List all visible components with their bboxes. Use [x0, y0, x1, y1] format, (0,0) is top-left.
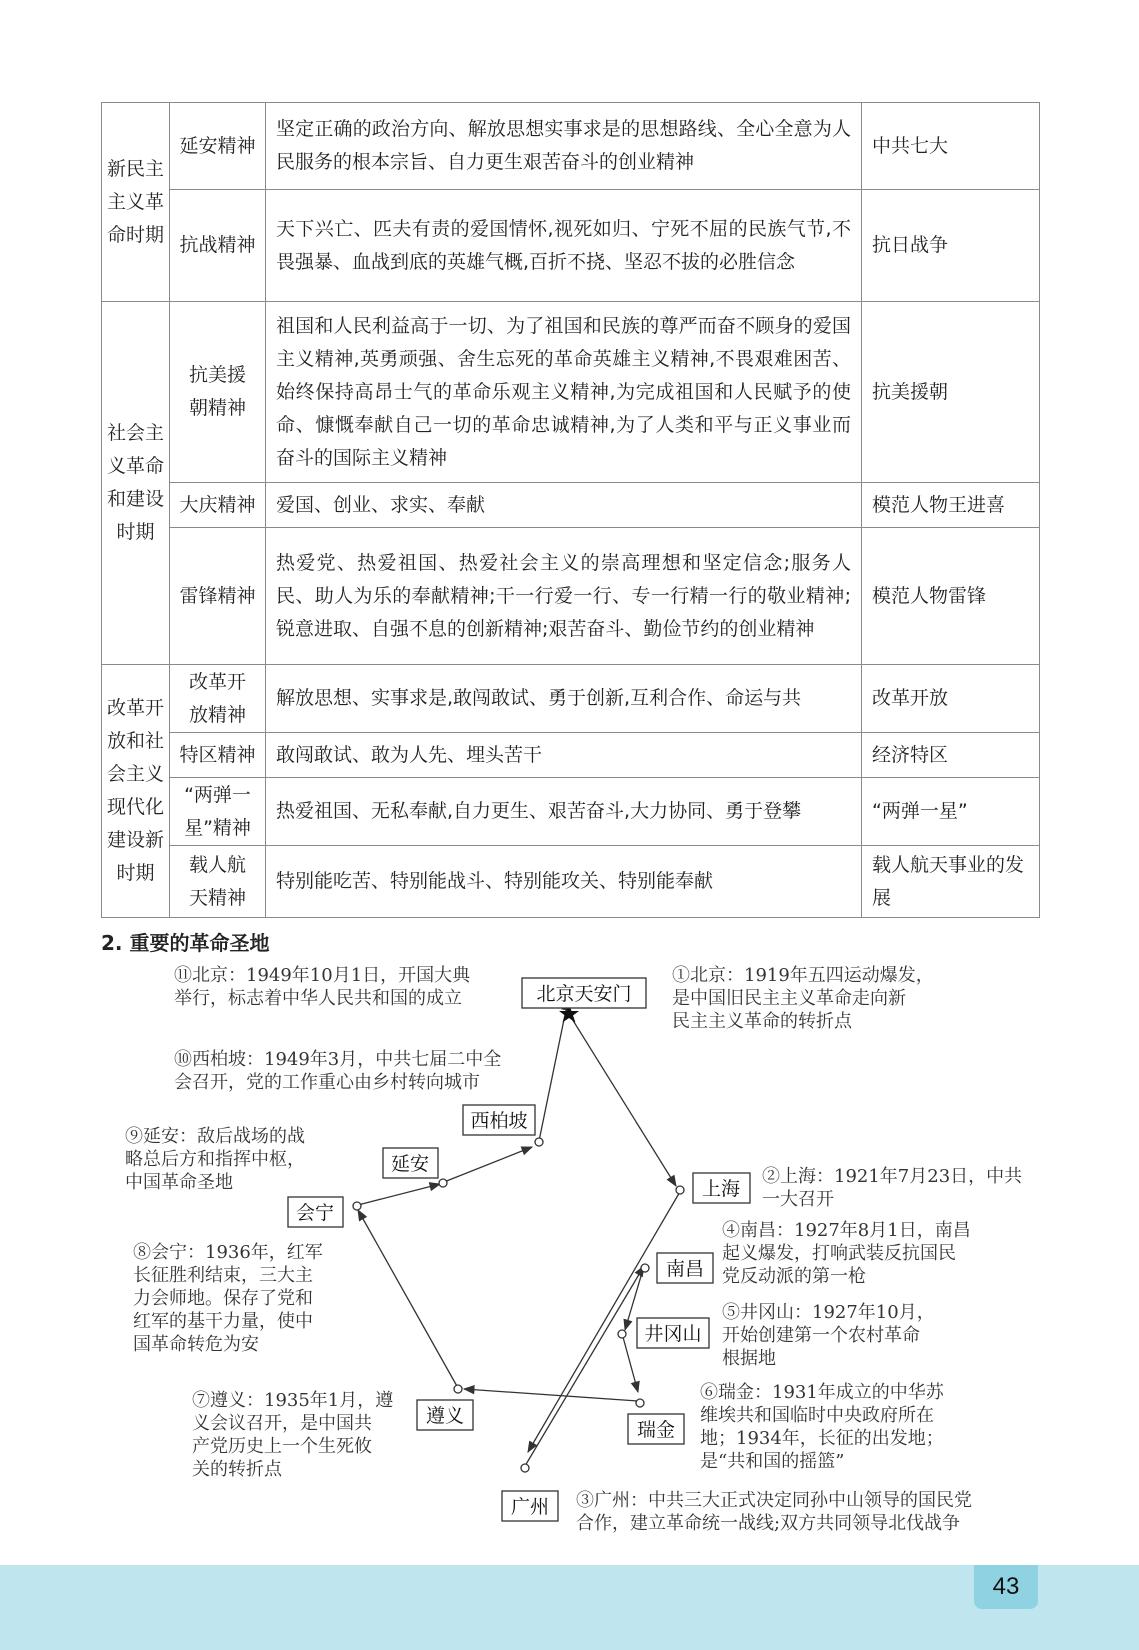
- page-number: 43: [974, 1565, 1038, 1609]
- period-cell: 新民主主义革命时期: [102, 103, 170, 302]
- spirit-event: 载人航天事业的发展: [862, 846, 1040, 918]
- spirit-name: 抗美援朝精神: [170, 302, 266, 483]
- note-xibaipo: [174, 1048, 501, 1093]
- site-ruijin: 瑞金: [636, 1419, 676, 1441]
- note-line: 起义爆发，打响武装反抗国民: [722, 1243, 956, 1264]
- note-line: 一大召开: [762, 1189, 834, 1210]
- note-line: ⑨延安：敌后战场的战: [125, 1126, 305, 1147]
- route-line: [623, 1337, 638, 1392]
- spirit-event: 改革开放: [862, 665, 1040, 733]
- note-zunyi: [192, 1389, 393, 1480]
- note-huining: [133, 1241, 323, 1355]
- note-line: ③广州：中共三大正式决定同孙中山领导的国民党: [576, 1490, 972, 1511]
- note-line: 义会议召开，是中国共: [192, 1413, 372, 1434]
- note-yanan: [125, 1126, 305, 1193]
- route-line: [444, 1147, 532, 1182]
- route-line: [358, 1184, 440, 1205]
- spirit-event: “两弹一星”: [862, 778, 1040, 846]
- spirit-name: “两弹一星”精神: [170, 778, 266, 846]
- site-dot: [454, 1385, 462, 1393]
- spirit-name: 延安精神: [170, 103, 266, 190]
- note-guangzhou: [576, 1490, 972, 1534]
- note-line: ②上海：1921年7月23日，中共: [762, 1166, 1023, 1187]
- spirit-content: 解放思想、实事求是,敢闯敢试、勇于创新,互利合作、命运与共: [266, 665, 862, 733]
- site-zunyi: 遵义: [425, 1405, 465, 1427]
- spirit-content: 热爱祖国、无私奉献,自力更生、艰苦奋斗,大力协同、勇于登攀: [266, 778, 862, 846]
- site-beijing: 北京天安门: [536, 983, 632, 1005]
- note-line: 略总后方和指挥中枢，: [125, 1149, 305, 1170]
- note-line: 产党历史上一个生死攸: [192, 1436, 372, 1457]
- note-ruijin: [700, 1381, 945, 1472]
- route-line: [569, 1014, 676, 1186]
- note-beijing-1949: [174, 964, 471, 1009]
- note-beijing-1919: [672, 964, 934, 1032]
- note-line: 维埃共和国临时中央政府所在: [700, 1405, 934, 1426]
- spirit-name: 抗战精神: [170, 190, 266, 302]
- spirit-event: 经济特区: [862, 733, 1040, 778]
- note-shanghai: [762, 1165, 1022, 1210]
- section-title: 2. 重要的革命圣地: [101, 931, 270, 955]
- note-line: 红军的基干力量，使中: [133, 1311, 313, 1332]
- spirit-event: 抗日战争: [862, 190, 1040, 302]
- note-line: 是“共和国的摇篮”: [700, 1451, 845, 1472]
- note-line: 力会师地。保存了党和: [133, 1288, 313, 1309]
- note-line: ⑤井冈山：1927年10月，: [722, 1302, 935, 1323]
- spirit-content: 特别能吃苦、特别能战斗、特别能攻关、特别能奉献: [266, 846, 862, 918]
- spirit-content: 坚定正确的政治方向、解放思想实事求是的思想路线、全心全意为人民服务的根本宗旨、自力更生艰苦奋斗的创业精神: [266, 103, 862, 190]
- spirit-content: 天下兴亡、匹夫有责的爱国情怀,视死如归、宁死不屈的民族气节,不畏强暴、血战到底的英雄气概,百折不挠、坚忍不拔的必胜信念: [266, 190, 862, 302]
- note-line: 举行，标志着中华人民共和国的成立: [174, 988, 462, 1009]
- route-line: [358, 1210, 458, 1388]
- route-line: [525, 1266, 644, 1466]
- site-yanan: 延安: [390, 1153, 430, 1175]
- note-jinggangshan: [722, 1301, 935, 1369]
- spirit-content: 爱国、创业、求实、奉献: [266, 483, 862, 528]
- site-nanchang: 南昌: [665, 1258, 705, 1280]
- note-line: ①北京：1919年五四运动爆发，: [672, 965, 934, 986]
- period-cell: 改革开放和社会主义现代化建设新时期: [102, 665, 170, 918]
- site-dot: [521, 1464, 529, 1472]
- note-line: 关的转折点: [192, 1459, 282, 1480]
- note-line: 民主主义革命的转折点: [672, 1011, 852, 1032]
- note-line: 长征胜利结束，三大主: [133, 1265, 313, 1286]
- spirit-event: 抗美援朝: [862, 302, 1040, 483]
- note-line: ⑩西柏坡：1949年3月，中共七届二中全: [174, 1049, 502, 1070]
- note-line: 根据地: [722, 1348, 776, 1369]
- note-nanchang: [722, 1219, 971, 1287]
- note-line: ⑦遵义：1935年1月，遵: [192, 1390, 394, 1411]
- spirit-name: 改革开放精神: [170, 665, 266, 733]
- note-line: ⑪北京：1949年10月1日，开国大典: [174, 965, 471, 986]
- spirit-name: 大庆精神: [170, 483, 266, 528]
- site-dot: [439, 1179, 447, 1187]
- spirit-name: 载人航天精神: [170, 846, 266, 918]
- site-dot: [353, 1202, 361, 1210]
- note-line: ④南昌：1927年8月1日，南昌: [722, 1220, 971, 1241]
- site-dot: [618, 1330, 626, 1338]
- note-line: ⑥瑞金：1931年成立的中华苏: [700, 1382, 944, 1403]
- site-dot: [636, 1399, 644, 1407]
- site-dot: [641, 1264, 649, 1272]
- spirit-content: 敢闯敢试、敢为人先、埋头苦干: [266, 733, 862, 778]
- spirit-name: 特区精神: [170, 733, 266, 778]
- site-dot: [676, 1186, 684, 1194]
- note-line: 开始创建第一个农村革命: [722, 1325, 920, 1346]
- site-guangzhou: 广州: [510, 1496, 550, 1518]
- route-line: [464, 1389, 638, 1401]
- note-line: 会召开，党的工作重心由乡村转向城市: [174, 1072, 480, 1093]
- spirit-event: 模范人物王进喜: [862, 483, 1040, 528]
- spirit-name: 雷锋精神: [170, 528, 266, 665]
- note-line: 是中国旧民主主义革命走向新: [672, 988, 906, 1009]
- note-line: 合作，建立革命统一战线;双方共同领导北伐战争: [576, 1513, 961, 1534]
- site-jinggangshan: 井冈山: [644, 1323, 702, 1345]
- site-notes: [125, 964, 1022, 1534]
- site-shanghai: 上海: [701, 1178, 741, 1200]
- spirit-event: 中共七大: [862, 103, 1040, 190]
- site-huining: 会宁: [295, 1202, 335, 1224]
- note-line: 中国革命圣地: [125, 1172, 233, 1193]
- site-dot: [535, 1138, 543, 1146]
- spirit-content: 热爱党、热爱祖国、热爱社会主义的崇高理想和坚定信念;服务人民、助人为乐的奉献精神;干一行爱一行、专一行精一行的敬业精神;锐意进取、自强不息的创新精神;艰苦奋斗、勤俭节约的创业精神: [266, 528, 862, 665]
- note-line: 国革命转危为安: [133, 1334, 259, 1355]
- period-cell: 社会主义革命和建设时期: [102, 302, 170, 665]
- note-line: 党反动派的第一枪: [722, 1266, 866, 1287]
- note-line: ⑧会宁：1936年，红军: [133, 1242, 323, 1263]
- spirit-content: 祖国和人民利益高于一切、为了祖国和民族的尊严而奋不顾身的爱国主义精神,英勇顽强、舍生忘死的革命英雄主义精神,不畏艰难困苦、始终保持高昂士气的革命乐观主义精神,为完成祖国和人民赋予的使命、慷慨奉献自己一切的革命忠诚精神,为了人类和平与正义事业而奋斗的国际主义精神: [266, 302, 862, 483]
- spirit-event: 模范人物雷锋: [862, 528, 1040, 665]
- footer-band: [0, 1565, 1139, 1650]
- site-xibaipo: 西柏坡: [470, 1110, 528, 1132]
- note-line: 地；1934年，长征的出发地；: [700, 1428, 944, 1449]
